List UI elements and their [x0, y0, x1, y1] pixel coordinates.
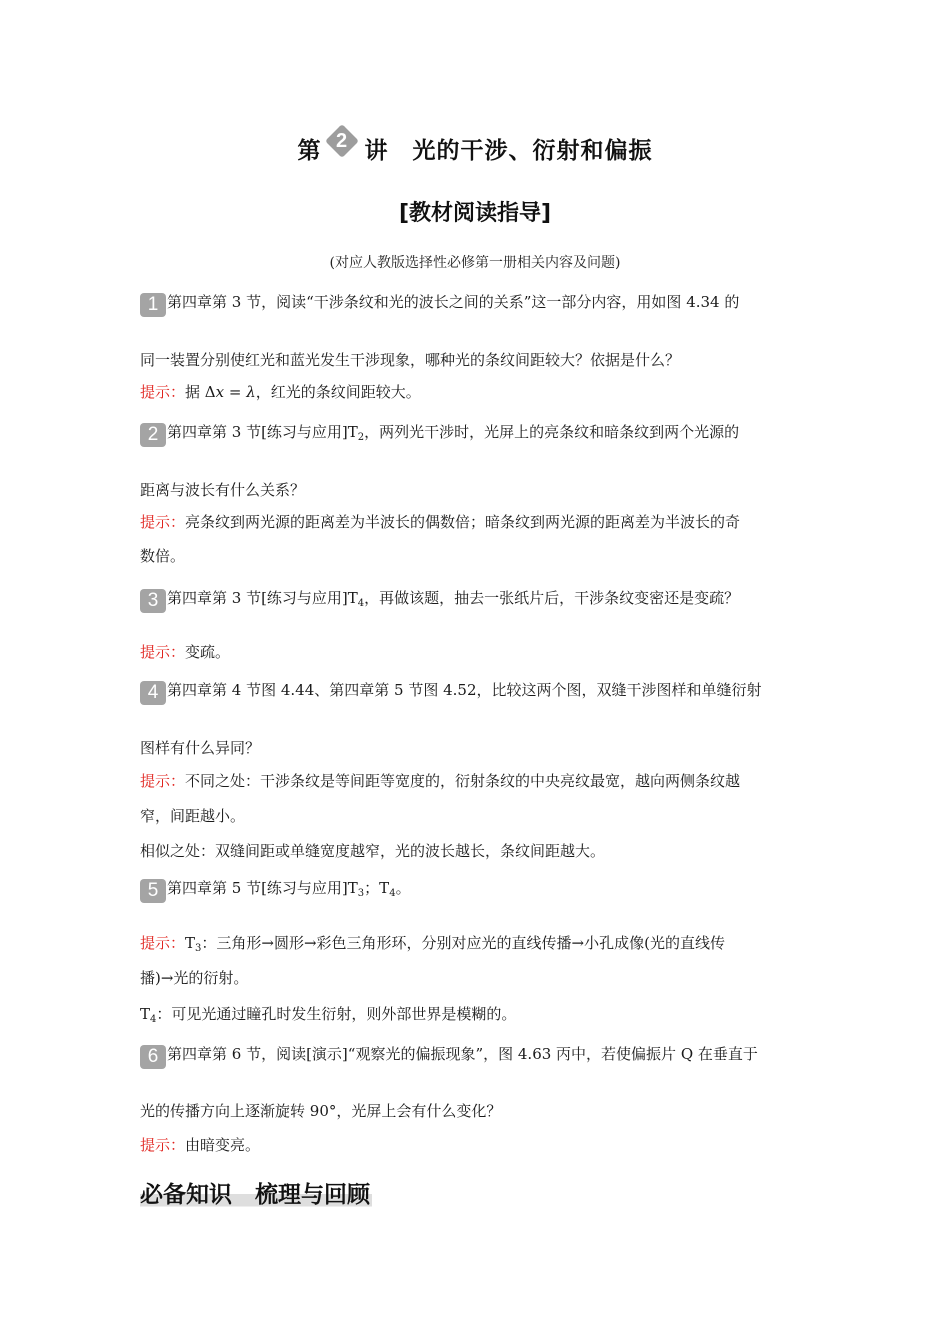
hint-2-line-2: 数倍。 — [140, 547, 186, 565]
hint-label: 提示： — [140, 1136, 186, 1154]
hint-6: 提示：由暗变亮。 — [140, 1136, 261, 1154]
note: (对应人教版选择性必修第一册相关内容及问题) — [329, 255, 621, 271]
section-heading: 必备知识 梳理与回顾 — [140, 1176, 372, 1209]
question-number-badge: 5 — [140, 879, 166, 903]
hint-1: 提示：据 Δx = λ，红光的条纹间距较大。 — [140, 383, 421, 401]
title-prefix: 第 — [297, 138, 321, 164]
question-1-line-1: 1 第四章第 3 节，阅读“干涉条纹和光的波长之间的关系”这一部分内容，用如图 4.34 的 — [140, 292, 812, 317]
question-number-badge: 3 — [140, 589, 166, 613]
question-5-line-1: 5 第四章第 5 节[练习与应用]$T_3$；$T_4$。 — [140, 878, 812, 903]
question-number-badge: 1 — [140, 293, 166, 317]
question-number-badge: 2 — [140, 423, 166, 447]
question-1-line-2: 同一装置分别使红光和蓝光发生干涉现象，哪种光的条纹间距较大？依据是什么？ — [140, 351, 681, 369]
hint-label: 提示： — [140, 513, 186, 531]
hint-5-line-1: 提示：$T_3$：三角形→圆形→彩色三角形环，分别对应光的直线传播→小孔成像(光的直线传 — [140, 934, 725, 954]
hint-label: 提示： — [140, 383, 186, 401]
hint-label: 提示： — [140, 934, 186, 952]
lecture-title — [0, 129, 950, 165]
question-4-line-2: 图样有什么异同？ — [140, 739, 261, 757]
lecture-number-badge — [327, 126, 357, 156]
question-4-line-1: 4 第四章第 4 节图 4.44、第四章第 5 节图 4.52，比较这两个图，双缝干涉图样和单缝衍射 — [140, 680, 812, 705]
question-3-line-1: 3 第四章第 3 节[练习与应用]$T_4$，再做该题，抽去一张纸片后，干涉条纹变密还是变疏？ — [140, 588, 812, 613]
question-2-line-2: 距离与波长有什么关系？ — [140, 481, 306, 499]
hint-4-line-3: 相似之处：双缝间距或单缝宽度越窄，光的波长越长，条纹间距越大。 — [140, 842, 606, 860]
lecture-number: 2 — [335, 129, 348, 152]
hint-5-line-2: 播)→光的衍射。 — [140, 969, 249, 987]
subtitle: [教材阅读指导] — [398, 201, 552, 226]
hint-3: 提示：变疏。 — [140, 643, 231, 661]
hint-4-line-1: 提示：不同之处：干涉条纹是等间距等宽度的，衍射条纹的中央亮纹最宽，越向两侧条纹越 — [140, 772, 741, 790]
hint-label: 提示： — [140, 643, 186, 661]
question-6-line-1: 6 第四章第 6 节，阅读[演示]“观察光的偏振现象”，图 4.63 丙中，若使偏振片 Q 在垂直于 — [140, 1044, 812, 1069]
hint-label: 提示： — [140, 772, 186, 790]
question-6-line-2: 光的传播方向上逐渐旋转 90°，光屏上会有什么变化？ — [140, 1102, 502, 1120]
title-suffix: 讲 光的干涉、衍射和偏振 — [364, 138, 653, 164]
question-2-line-1: 2 第四章第 3 节[练习与应用]$T_2$，两列光干涉时，光屏上的亮条纹和暗条纹到两个光源的 — [140, 422, 812, 447]
hint-4-line-2: 窄，间距越小。 — [140, 807, 246, 825]
question-number-badge: 6 — [140, 1045, 166, 1069]
question-number-badge: 4 — [140, 681, 166, 705]
hint-2-line-1: 提示：亮条纹到两光源的距离差为半波长的偶数倍；暗条纹到两光源的距离差为半波长的奇 — [140, 513, 741, 531]
hint-5-line-3: $T_4$：可见光通过瞳孔时发生衍射，则外部世界是模糊的。 — [140, 1005, 517, 1025]
